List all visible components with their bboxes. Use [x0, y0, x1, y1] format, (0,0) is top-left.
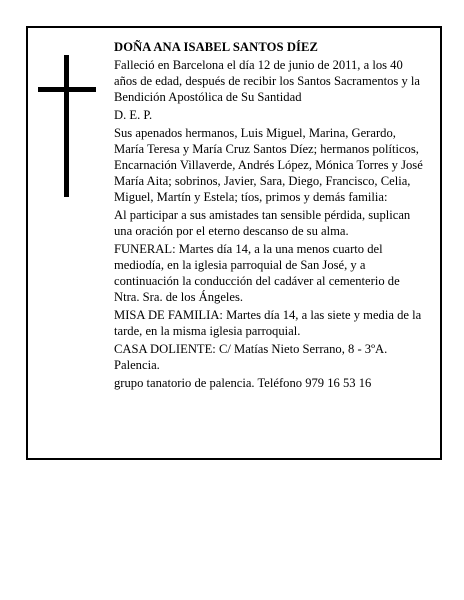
funeral-home-contact: grupo tanatorio de palencia. Teléfono 979 16 53 16 [114, 376, 372, 390]
family-list: Sus apenados hermanos, Luis Miguel, Marina, Gerardo, María Teresa y María Cruz Santos Díez; hermanos políticos, Encarnación Villaverde, Andrés López, Mónica Torres y José María Aita; sobrinos, Javier, Sara, Diego, Francisco, Celia, Miguel, Martín y Estela; tíos, primos y demás familia: [114, 126, 423, 204]
obituary-text [114, 39, 426, 393]
funeral-info: FUNERAL: Martes día 14, a la una menos cuarto del mediodía, en la iglesia parroquial de San José, y a continuación la conducción del cadáver al cementerio de Ntra. Sra. de los Ángeles. [114, 242, 400, 304]
cross-horizontal-bar [38, 87, 96, 92]
deceased-name: DOÑA ANA ISABEL SANTOS DÍEZ [114, 40, 319, 54]
family-mass-info: MISA DE FAMILIA: Martes día 14, a las siete y media de la tarde, en la misma iglesia parroquial. [114, 308, 422, 338]
dep-line: D. E. P. [114, 108, 153, 122]
death-notice: Falleció en Barcelona el día 12 de junio de 2011, a los 40 años de edad, después de recibir los Santos Sacramentos y la Bendición Apostólica de Su Santidad [114, 58, 421, 104]
mourning-house: CASA DOLIENTE: C/ Matías Nieto Serrano, 8 - 3ºA. Palencia. [114, 342, 388, 372]
prayer-request: Al participar a sus amistades tan sensible pérdida, suplican una oración por el eterno descanso de su alma. [114, 208, 411, 238]
cross-vertical-bar [64, 55, 69, 197]
